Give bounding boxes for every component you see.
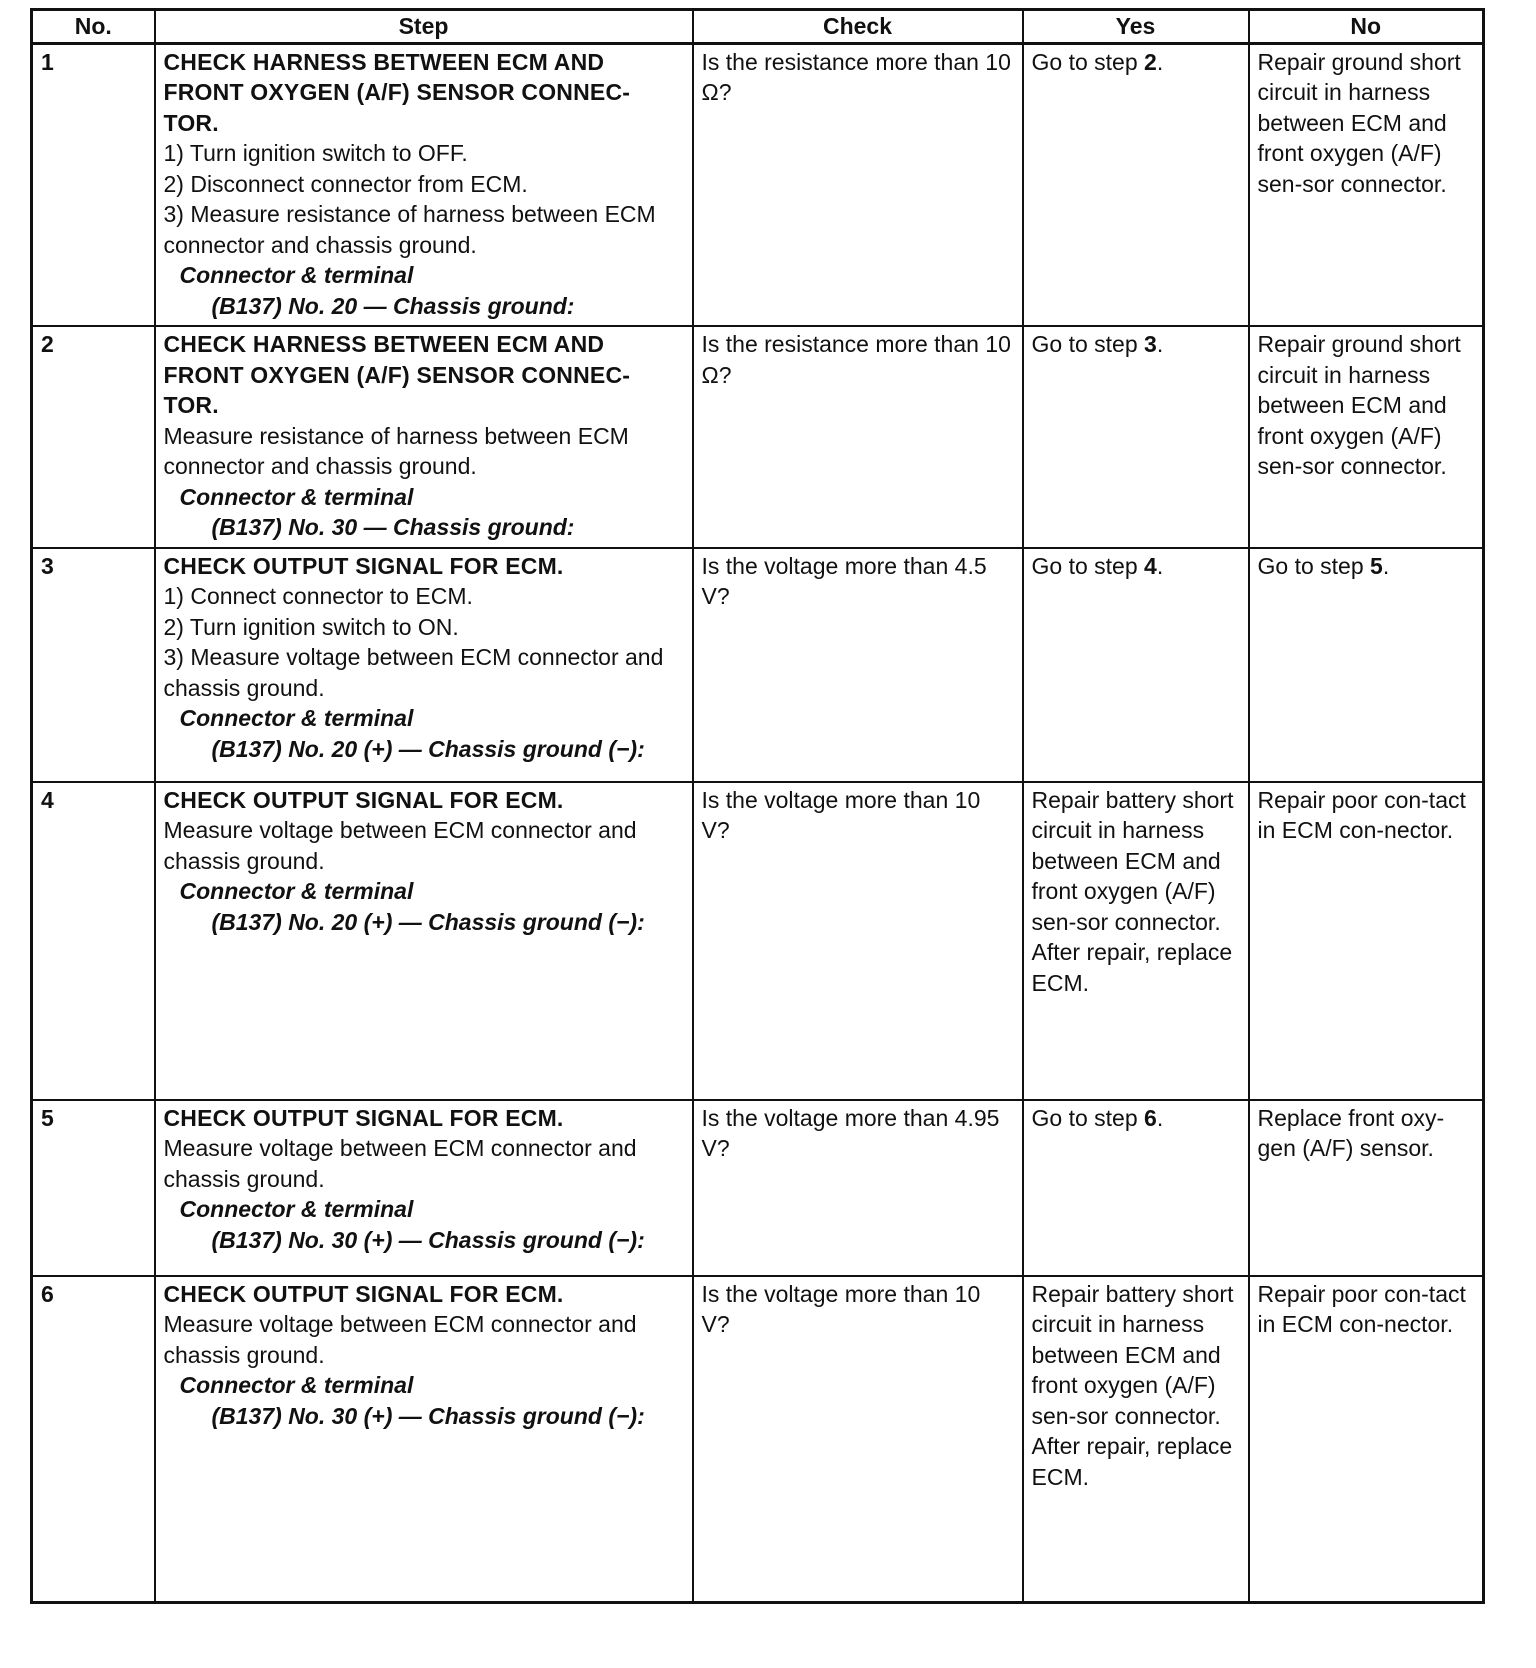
- step-instruction: Measure voltage between ECM connector and chassis ground.: [163, 1135, 637, 1192]
- no-cell: [1249, 548, 1484, 782]
- table-body: [32, 43, 1484, 1602]
- step-number: 2: [32, 326, 155, 548]
- yes-text: Go to step: [1031, 552, 1145, 579]
- diagnostic-procedure-page: [30, 8, 1482, 1604]
- no-cell: Repair ground short circuit in harness between ECM and front oxygen (A/F) sen-sor connector.: [1249, 43, 1484, 326]
- step-title: CHECK OUTPUT SIGNAL FOR ECM.: [163, 552, 564, 579]
- step-instruction: 3) Measure resistance of harness between ECM connector and chassis ground.: [163, 201, 656, 258]
- step-title: CHECK OUTPUT SIGNAL FOR ECM.: [163, 1280, 564, 1307]
- yes-suffix: .: [1156, 1104, 1164, 1131]
- step-instruction: 2) Turn ignition switch to ON.: [163, 613, 459, 640]
- table-row: [32, 782, 1484, 1100]
- no-cell: Repair poor con-tact in ECM con-nector.: [1249, 782, 1484, 1100]
- table-row: [32, 548, 1484, 782]
- step-number: 3: [32, 548, 155, 782]
- yes-suffix: .: [1156, 331, 1164, 357]
- step-instruction: Measure voltage between ECM connector and chassis ground.: [163, 817, 637, 874]
- terminal-spec: (B137) No. 30 (+) — Chassis ground (−):: [211, 1226, 645, 1253]
- connector-terminal-label: Connector & terminal: [179, 262, 414, 288]
- terminal-spec: (B137) No. 20 (+) — Chassis ground (−):: [211, 735, 645, 762]
- no-text: Go to step: [1257, 552, 1371, 579]
- step-cell: [155, 43, 693, 326]
- check-cell: Is the voltage more than 10 V?: [693, 782, 1023, 1100]
- yes-text: Go to step: [1031, 1104, 1145, 1131]
- step-cell: [155, 1276, 693, 1603]
- header-step: Step: [155, 10, 693, 44]
- step-title: CHECK OUTPUT SIGNAL FOR ECM.: [163, 786, 564, 813]
- no-cell: Repair poor con-tact in ECM con-nector.: [1249, 1276, 1484, 1603]
- no-step-ref: 5: [1370, 552, 1383, 579]
- yes-cell: [1023, 43, 1249, 326]
- no-cell: Replace front oxy-gen (A/F) sensor.: [1249, 1100, 1484, 1276]
- connector-terminal-label: Connector & terminal: [179, 483, 414, 510]
- connector-terminal-label: Connector & terminal: [179, 1196, 414, 1222]
- yes-step-ref: 2: [1144, 48, 1157, 75]
- header-check: Check: [693, 10, 1023, 44]
- yes-text: Go to step: [1031, 331, 1145, 357]
- step-title: CHECK HARNESS BETWEEN ECM AND FRONT OXYGEN (A/F) SENSOR CONNEC-TOR.: [163, 48, 631, 136]
- yes-step-ref: 6: [1144, 1104, 1157, 1131]
- terminal-spec: (B137) No. 20 — Chassis ground:: [211, 292, 575, 319]
- yes-cell: Repair battery short circuit in harness between ECM and front oxygen (A/F) sen-sor connector. After repair, replace ECM.: [1023, 782, 1249, 1100]
- header-row: [32, 10, 1484, 44]
- step-cell: [155, 548, 693, 782]
- connector-terminal-label: Connector & terminal: [179, 1372, 414, 1398]
- check-cell: Is the resistance more than 10 Ω?: [693, 326, 1023, 548]
- check-cell: Is the voltage more than 4.5 V?: [693, 548, 1023, 782]
- step-instruction: 2) Disconnect connector from ECM.: [163, 170, 528, 197]
- yes-text: Go to step: [1031, 48, 1145, 75]
- step-title: CHECK OUTPUT SIGNAL FOR ECM.: [163, 1104, 564, 1131]
- yes-step-ref: 4: [1144, 552, 1157, 579]
- step-number: 1: [32, 43, 155, 326]
- connector-terminal-label: Connector & terminal: [179, 705, 414, 731]
- yes-suffix: .: [1156, 48, 1164, 75]
- step-instruction: Measure voltage between ECM connector and chassis ground.: [163, 1311, 637, 1368]
- step-number: 5: [32, 1100, 155, 1276]
- step-cell: [155, 1100, 693, 1276]
- step-cell: [155, 782, 693, 1100]
- step-instruction: 3) Measure voltage between ECM connector and chassis ground.: [163, 644, 664, 701]
- yes-cell: [1023, 1100, 1249, 1276]
- step-instruction: Measure resistance of harness between ECM connector and chassis ground.: [163, 422, 629, 479]
- check-cell: Is the voltage more than 4.95 V?: [693, 1100, 1023, 1276]
- no-cell: Repair ground short circuit in harness between ECM and front oxygen (A/F) sen-sor connector.: [1249, 326, 1484, 548]
- table-header: [32, 10, 1484, 44]
- step-instruction: 1) Connect connector to ECM.: [163, 583, 473, 609]
- yes-cell: Repair battery short circuit in harness between ECM and front oxygen (A/F) sen-sor connector. After repair, replace ECM.: [1023, 1276, 1249, 1603]
- yes-suffix: .: [1156, 552, 1164, 579]
- diagnostic-table: [30, 8, 1485, 1604]
- table-row: [32, 1100, 1484, 1276]
- check-cell: Is the resistance more than 10 Ω?: [693, 43, 1023, 326]
- step-cell: [155, 326, 693, 548]
- step-number: 4: [32, 782, 155, 1100]
- terminal-spec: (B137) No. 20 (+) — Chassis ground (−):: [211, 908, 645, 935]
- yes-step-ref: 3: [1144, 331, 1157, 357]
- no-suffix: .: [1382, 552, 1390, 579]
- header-no: No.: [32, 10, 155, 44]
- table-row: [32, 326, 1484, 548]
- table-row: [32, 43, 1484, 326]
- connector-terminal-label: Connector & terminal: [179, 878, 414, 904]
- check-cell: Is the voltage more than 10 V?: [693, 1276, 1023, 1603]
- step-title: CHECK HARNESS BETWEEN ECM AND FRONT OXYGEN (A/F) SENSOR CONNEC-TOR.: [163, 331, 631, 418]
- yes-cell: [1023, 326, 1249, 548]
- header-no-result: No: [1249, 10, 1484, 44]
- step-instruction: 1) Turn ignition switch to OFF.: [163, 140, 468, 166]
- terminal-spec: (B137) No. 30 (+) — Chassis ground (−):: [211, 1402, 645, 1429]
- table-row: [32, 1276, 1484, 1603]
- header-yes: Yes: [1023, 10, 1249, 44]
- step-number: 6: [32, 1276, 155, 1603]
- terminal-spec: (B137) No. 30 — Chassis ground:: [211, 514, 575, 540]
- yes-cell: [1023, 548, 1249, 782]
